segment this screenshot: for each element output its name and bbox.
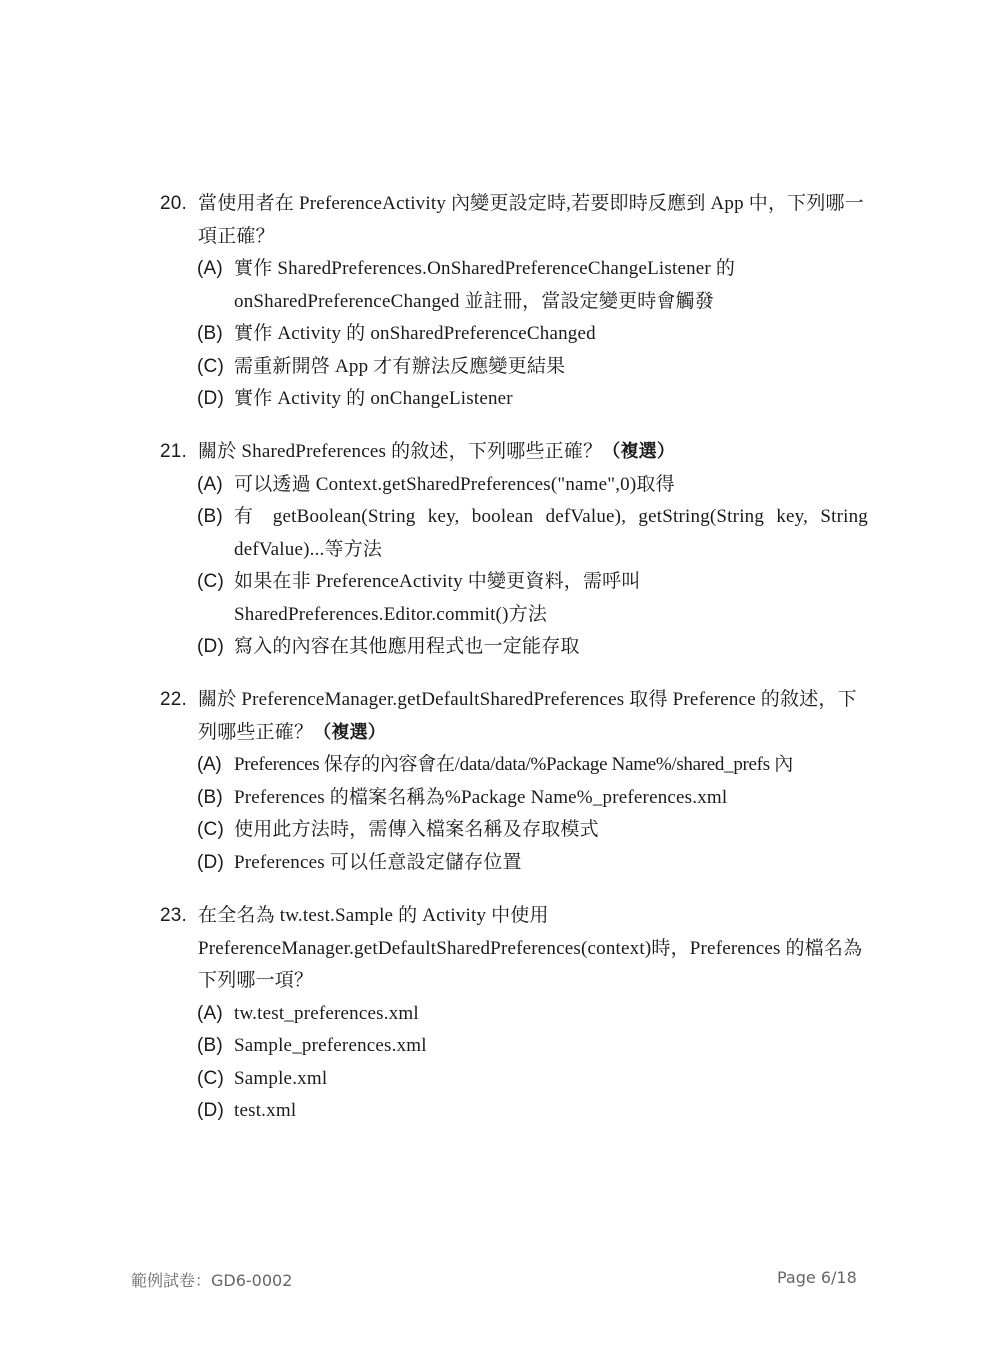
question-number: 22. — [160, 689, 188, 710]
question-stem — [160, 188, 868, 253]
question-stem — [160, 684, 868, 749]
option-label: (C) — [197, 819, 224, 840]
option-text: Sample.xml — [234, 1067, 328, 1089]
footer-page-number: Page 6/18 — [777, 1268, 857, 1287]
option-label: (D) — [197, 1100, 224, 1121]
option-label: (A) — [197, 258, 223, 279]
option-label: (C) — [197, 1067, 224, 1089]
option-d — [160, 1095, 868, 1128]
option-label: (B) — [197, 323, 223, 344]
option-d — [160, 631, 868, 664]
question-text: 關於 SharedPreferences 的敘述，下列哪些正確？ — [198, 441, 603, 462]
question-stem — [160, 436, 868, 469]
option-label: (A) — [197, 473, 223, 495]
option-label: (D) — [197, 388, 224, 409]
option-text: 實作 Activity 的 onSharedPreferenceChanged — [234, 323, 596, 344]
option-label: (B) — [197, 786, 223, 808]
option-d — [160, 847, 868, 880]
option-text: 寫入的內容在其他應用程式也一定能存取 — [234, 636, 580, 657]
option-text: 如果在非 PreferenceActivity 中變更資料，需呼叫 SharedPreferences.Editor.commit()方法 — [234, 571, 641, 625]
option-a — [160, 253, 868, 318]
option-c — [160, 566, 868, 631]
option-text: tw.test_preferences.xml — [234, 1002, 419, 1024]
option-c — [160, 814, 868, 847]
option-label: (D) — [197, 636, 224, 657]
option-label: (C) — [197, 571, 224, 592]
option-label: (D) — [197, 851, 224, 873]
option-a — [160, 998, 868, 1031]
question-text: 關於 PreferenceManager.getDefaultSharedPreferences 取得 Preference 的敘述，下列哪些正確？ — [198, 689, 857, 743]
option-text: 實作 Activity 的 onChangeListener — [234, 388, 513, 409]
question-21 — [160, 436, 868, 664]
multiple-choice-tag: （複選） — [602, 441, 676, 462]
option-text: test.xml — [234, 1100, 297, 1121]
option-text: 使用此方法時，需傳入檔案名稱及存取模式 — [234, 819, 599, 840]
question-stem — [160, 900, 868, 998]
multiple-choice-tag: （複選） — [313, 721, 387, 743]
option-b — [160, 318, 868, 351]
option-text: 需重新開啓 App 才有辦法反應變更結果 — [234, 355, 566, 377]
option-text: 可以透過 Context.getSharedPreferences("name",0)取得 — [234, 473, 675, 495]
option-label: (B) — [197, 506, 223, 527]
question-22 — [160, 684, 868, 879]
option-label: (A) — [197, 754, 222, 775]
option-b — [160, 501, 868, 566]
question-text: 當使用者在 PreferenceActivity 內變更設定時,若要即時反應到 App 中，下列哪一項正確？ — [198, 193, 864, 247]
option-text: Preferences 的檔案名稱為%Package Name%_preferences.xml — [234, 786, 728, 808]
question-number: 20. — [160, 193, 188, 214]
option-text: Preferences 保存的內容會在/data/data/%Package Name%/shared_prefs 內 — [234, 754, 793, 775]
option-d — [160, 383, 868, 416]
question-text: 在全名為 tw.test.Sample 的 Activity 中使用 PreferenceManager.getDefaultSharedPreferences(context)時，Preferences 的檔名為下列哪一項？ — [198, 905, 863, 991]
question-number: 21. — [160, 441, 188, 462]
question-23 — [160, 900, 868, 1128]
question-20 — [160, 188, 868, 416]
option-label: (A) — [197, 1002, 223, 1024]
option-text: Sample_preferences.xml — [234, 1035, 427, 1056]
option-text: Preferences 可以任意設定儲存位置 — [234, 851, 522, 873]
option-c — [160, 1063, 868, 1096]
option-text: 實作 SharedPreferences.OnSharedPreferenceChangeListener 的 onSharedPreferenceChanged 並註冊，當設定變更時會觸發 — [234, 258, 736, 312]
footer-exam-id: 範例試卷：GD6-0002 — [131, 1271, 293, 1290]
option-b — [160, 1030, 868, 1063]
option-text: 有 getBoolean(String key, boolean defValue), getString(String key, String defValue)...等方法 — [234, 506, 868, 560]
option-a — [160, 749, 868, 782]
option-label: (B) — [197, 1035, 223, 1056]
option-b — [160, 782, 868, 815]
question-number: 23. — [160, 905, 188, 926]
option-label: (C) — [197, 355, 224, 377]
option-c — [160, 351, 868, 384]
option-a — [160, 469, 868, 502]
